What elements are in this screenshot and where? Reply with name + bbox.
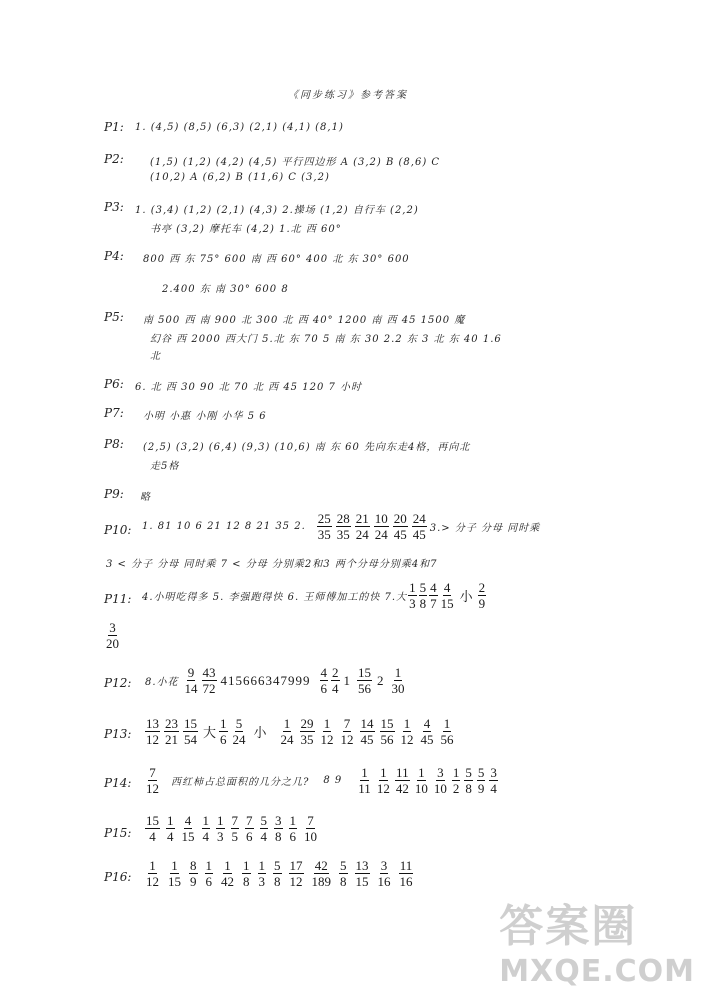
p14-question: 西红柿占总面积的几分之几? — [171, 777, 310, 788]
p13-label: P13: — [104, 727, 132, 741]
fraction-denominator: 24 — [232, 732, 246, 747]
fraction-numerator: 1 — [243, 858, 250, 873]
fraction — [374, 511, 389, 542]
fraction-denominator: 11 — [358, 781, 371, 796]
fraction-numerator: 5 — [465, 765, 472, 780]
fraction-numerator: 15 — [358, 665, 372, 680]
fraction-denominator: 12 — [376, 781, 390, 796]
fraction — [320, 716, 335, 747]
p8-answer-line1: (2,5) (3,2) (6,4) (9,3) (10,6) 南 东 60 先向东走4格，再向北 — [143, 442, 471, 453]
fraction — [440, 580, 455, 611]
fraction-denominator: 35 — [336, 527, 350, 542]
fraction — [189, 858, 198, 889]
fraction-numerator: 4 — [320, 665, 328, 680]
fraction-denominator: 12 — [146, 874, 159, 889]
fraction-numerator: 29 — [300, 716, 314, 731]
fraction-denominator: 12 — [146, 781, 159, 796]
fraction — [331, 665, 340, 696]
fraction-numerator: 1 — [323, 716, 331, 731]
fraction — [245, 813, 254, 844]
fraction — [289, 813, 298, 844]
p13-fractions-a — [144, 716, 201, 747]
fraction-numerator: 1 — [452, 765, 460, 780]
p2-answer-line2: (10,2) A (6,2) B (11,6) C (3,2) — [150, 172, 330, 183]
fraction-numerator: 5 — [340, 858, 347, 873]
fraction — [202, 813, 211, 844]
fraction — [391, 665, 406, 696]
fraction-denominator: 24 — [355, 527, 369, 542]
p10-fractions — [316, 511, 430, 542]
fraction — [242, 858, 251, 889]
p10-answer-line2: 3 < 分子 分母 同时乘 7 < 分母 分别乘2和3 两个分母分别乘4和7 — [106, 559, 438, 570]
fraction-denominator: 4 — [260, 829, 267, 844]
fraction-numerator: 1 — [220, 716, 227, 731]
fraction-denominator: 15 — [355, 874, 369, 889]
fraction — [433, 765, 448, 796]
p16-fractions — [144, 858, 420, 889]
fraction-numerator: 24 — [412, 511, 426, 526]
p11-pre-text: 4.小明吃得多 5. 李强跑得快 6. 王师傅加工的快 7.大 — [142, 592, 408, 603]
fraction-denominator: 3 — [258, 874, 265, 889]
fraction — [145, 858, 160, 889]
fraction — [355, 511, 370, 542]
p14-numbers: 8 9 — [323, 775, 343, 786]
fraction — [202, 665, 217, 696]
fraction — [340, 716, 355, 747]
fraction — [412, 511, 427, 542]
fraction-denominator: 4 — [490, 781, 497, 796]
fraction-denominator: 8 — [243, 874, 250, 889]
fraction-denominator: 12 — [340, 732, 354, 747]
p12-fractions-a — [183, 665, 219, 696]
fraction-denominator: 24 — [374, 527, 388, 542]
fraction — [145, 813, 160, 844]
fraction — [440, 716, 455, 747]
fraction-denominator: 35 — [317, 527, 331, 542]
fraction-denominator: 14 — [184, 681, 198, 696]
fraction — [274, 813, 283, 844]
p7-label: P7: — [104, 406, 124, 420]
p11-less-word: 小 — [459, 589, 473, 604]
fraction-numerator: 42 — [314, 858, 328, 873]
fraction-denominator: 15 — [168, 874, 181, 889]
page-title: 《同步练习》参考答案 — [288, 90, 408, 101]
p14-fraction-a — [144, 765, 161, 796]
fraction-numerator: 2 — [332, 665, 339, 680]
p9-label: P9: — [104, 487, 124, 501]
fraction — [339, 858, 348, 889]
p2-answer-line1: (1,5) (1,2) (4,2) (4,5) 平行四边形 A (3,2) B (8,6) C — [150, 157, 441, 168]
fraction-numerator: 3 — [109, 620, 116, 635]
fraction-numerator: 1 — [224, 858, 231, 873]
fraction-numerator: 1 — [217, 813, 224, 828]
p8-label: P8: — [104, 437, 124, 451]
fraction-denominator: 5 — [231, 829, 238, 844]
fraction-numerator: 1 — [380, 765, 387, 780]
fraction-numerator: 1 — [409, 580, 416, 595]
p10-row — [142, 511, 540, 542]
fraction — [429, 580, 438, 611]
p4-answer-line1: 800 西 东 75° 600 南 西 60° 400 北 东 30° 600 — [143, 254, 410, 265]
p12-digits: 415666347999 — [220, 672, 311, 688]
p12-two: 2 — [377, 672, 384, 688]
p3-answer-line2: 书亭 (3,2) 摩托车 (4,2) 1.北 西 60° — [150, 224, 342, 235]
p9-answer: 略 — [140, 492, 151, 503]
fraction-denominator: 6 — [320, 681, 328, 696]
fraction-denominator: 6 — [220, 732, 227, 747]
fraction-denominator: 35 — [300, 732, 314, 747]
p11-fraction-after — [477, 580, 488, 611]
fraction-denominator: 45 — [393, 527, 407, 542]
fraction — [145, 765, 160, 796]
fraction — [231, 813, 240, 844]
p5-answer-line1: 南 500 西 南 900 北 300 北 西 40° 1200 南 西 45 1500 魔 — [143, 315, 466, 326]
fraction — [477, 765, 486, 796]
fraction — [184, 665, 199, 696]
fraction-denominator: 24 — [280, 732, 294, 747]
p4-answer-line2: 2.400 东 南 30° 600 8 — [162, 284, 289, 295]
fraction-denominator: 8 — [465, 781, 472, 796]
p3-label: P3: — [104, 200, 124, 214]
fraction-denominator: 56 — [380, 732, 394, 747]
fraction-numerator: 1 — [258, 858, 265, 873]
fraction-denominator: 45 — [412, 527, 426, 542]
fraction — [393, 511, 408, 542]
fraction-numerator: 1 — [289, 813, 296, 828]
fraction — [220, 858, 235, 889]
fraction-denominator: 16 — [399, 874, 413, 889]
p5-label: P5: — [104, 310, 124, 324]
fraction-denominator: 54 — [184, 732, 197, 747]
fraction — [408, 580, 417, 611]
fraction-denominator: 45 — [420, 732, 434, 747]
fraction-denominator: 4 — [332, 681, 339, 696]
p12-fraction-c — [356, 665, 373, 696]
fraction-numerator: 4 — [430, 580, 437, 595]
p16-row — [144, 858, 420, 889]
fraction-numerator: 15 — [146, 813, 159, 828]
fraction — [360, 716, 375, 747]
fraction-denominator: 42 — [221, 874, 234, 889]
watermark-logo-text: 答案圈 — [499, 901, 638, 952]
fraction — [166, 813, 175, 844]
p13-greater-word: 大 — [203, 725, 217, 740]
fraction-numerator: 15 — [380, 716, 394, 731]
p15-fractions — [144, 813, 323, 844]
p7-answer: 小明 小惠 小刚 小华 5 6 — [143, 411, 267, 422]
fraction-denominator: 45 — [360, 732, 374, 747]
p12-one: 1 — [343, 672, 351, 688]
p5-answer-line3: 北 — [150, 351, 161, 362]
p15-label: P15: — [104, 826, 132, 840]
fraction-numerator: 1 — [202, 813, 209, 828]
fraction-numerator: 4 — [184, 813, 192, 828]
p8-answer-line2: 走5格 — [150, 461, 180, 472]
fraction-numerator: 9 — [187, 665, 195, 680]
fraction — [145, 716, 160, 747]
p11-fractions — [407, 580, 456, 611]
fraction-numerator: 4 — [443, 580, 451, 595]
fraction-numerator: 7 — [307, 813, 314, 828]
p13-row — [144, 716, 459, 747]
fraction-numerator: 3 — [437, 765, 444, 780]
p11-fraction-line2 — [104, 620, 121, 651]
fraction-numerator: 10 — [374, 511, 388, 526]
fraction-numerator: 14 — [360, 716, 374, 731]
fraction-denominator: 2 — [452, 781, 460, 796]
fraction — [377, 858, 392, 889]
fraction-denominator: 12 — [289, 874, 303, 889]
fraction-denominator: 72 — [202, 681, 216, 696]
fraction-denominator: 10 — [304, 829, 317, 844]
fraction — [289, 858, 304, 889]
fraction-numerator: 2 — [478, 580, 486, 595]
fraction — [303, 813, 318, 844]
fraction-numerator: 17 — [289, 858, 303, 873]
fraction-denominator: 6 — [205, 874, 212, 889]
p12-label: P12: — [104, 676, 132, 690]
p16-label: P16: — [104, 870, 132, 884]
fraction-numerator: 13 — [355, 858, 369, 873]
p11-row — [142, 580, 487, 611]
fraction-numerator: 13 — [146, 716, 159, 731]
fraction-numerator: 1 — [361, 765, 368, 780]
fraction — [183, 716, 198, 747]
fraction-denominator: 8 — [274, 874, 281, 889]
fraction-numerator: 4 — [423, 716, 431, 731]
fraction-numerator: 1 — [167, 813, 174, 828]
fraction-numerator: 1 — [149, 858, 156, 873]
fraction-denominator: 8 — [275, 829, 282, 844]
fraction — [181, 813, 196, 844]
fraction-numerator: 5 — [235, 716, 243, 731]
p13-fractions-b — [218, 716, 250, 747]
fraction — [273, 858, 282, 889]
p12-fraction-d — [390, 665, 407, 696]
fraction-numerator: 5 — [477, 765, 485, 780]
fraction — [219, 716, 228, 747]
fraction-denominator: 56 — [358, 681, 372, 696]
fraction-denominator: 8 — [340, 874, 347, 889]
fraction-numerator: 43 — [202, 665, 216, 680]
fraction-denominator: 4 — [202, 829, 209, 844]
fraction-numerator: 5 — [274, 858, 281, 873]
fraction — [311, 858, 333, 889]
fraction-numerator: 7 — [246, 813, 253, 828]
fraction-numerator: 8 — [190, 858, 197, 873]
fraction-denominator: 9 — [190, 874, 197, 889]
fraction — [258, 858, 267, 889]
p12-pre-text: 8.小花 — [145, 677, 179, 688]
fraction-numerator: 7 — [149, 765, 156, 780]
p12-row — [145, 665, 407, 696]
fraction — [452, 765, 461, 796]
fraction-numerator: 11 — [399, 858, 413, 873]
p13-less-word: 小 — [253, 725, 267, 740]
fraction — [464, 765, 473, 796]
fraction-numerator: 21 — [355, 511, 369, 526]
fraction-numerator: 7 — [343, 716, 351, 731]
fraction — [320, 665, 329, 696]
p6-answer: 6. 北 西 30 90 北 70 北 西 45 120 7 小时 — [135, 382, 363, 393]
fraction-numerator: 1 — [394, 665, 402, 680]
fraction — [300, 716, 315, 747]
p11-label: P11: — [104, 592, 132, 606]
fraction — [400, 716, 415, 747]
fraction-denominator: 8 — [419, 596, 427, 611]
fraction — [399, 858, 414, 889]
fraction — [376, 765, 391, 796]
fraction — [395, 765, 410, 796]
fraction — [205, 858, 214, 889]
fraction-denominator: 6 — [289, 829, 296, 844]
fraction — [355, 858, 370, 889]
fraction-numerator: 1 — [443, 716, 451, 731]
fraction — [414, 765, 429, 796]
fraction-numerator: 23 — [165, 716, 178, 731]
fraction — [478, 580, 487, 611]
p11-row2 — [104, 620, 121, 651]
fraction — [420, 716, 435, 747]
fraction-denominator: 3 — [217, 829, 224, 844]
fraction-denominator: 9 — [478, 596, 486, 611]
fraction-denominator: 4 — [167, 829, 174, 844]
p1-answer: 1. (4,5) (8,5) (6,3) (2,1) (4,1) (8,1) — [135, 122, 344, 133]
p3-answer-line1: 1. (3,4) (1,2) (2,1) (4,3) 2.操场 (1,2) 自行车 (2,2) — [135, 205, 419, 216]
fraction-numerator: 25 — [317, 511, 331, 526]
fraction-denominator: 12 — [400, 732, 414, 747]
fraction-numerator: 3 — [275, 813, 282, 828]
fraction-denominator: 9 — [477, 781, 485, 796]
fraction-numerator: 28 — [336, 511, 350, 526]
fraction-numerator: 1 — [283, 716, 291, 731]
fraction — [216, 813, 225, 844]
fraction-numerator: 3 — [380, 858, 388, 873]
fraction — [232, 716, 247, 747]
fraction — [260, 813, 269, 844]
p14-row — [144, 765, 501, 796]
fraction — [105, 620, 120, 651]
p12-fractions-b — [319, 665, 342, 696]
watermark — [499, 890, 695, 989]
fraction-denominator: 30 — [391, 681, 405, 696]
fraction-numerator: 5 — [419, 580, 427, 595]
fraction-numerator: 1 — [418, 765, 425, 780]
p4-label: P4: — [104, 249, 124, 263]
fraction-numerator: 7 — [231, 813, 238, 828]
fraction — [336, 511, 351, 542]
fraction-numerator: 5 — [260, 813, 267, 828]
fraction-denominator: 12 — [146, 732, 159, 747]
fraction-denominator: 7 — [430, 596, 437, 611]
fraction-numerator: 15 — [184, 716, 197, 731]
p1-label: P1: — [104, 120, 124, 134]
fraction — [489, 765, 498, 796]
p5-answer-line2: 幻谷 西 2000 西大门 5.北 东 70 5 南 东 30 2.2 东 3 北 东 40 1.6 — [150, 334, 502, 345]
fraction-denominator: 15 — [440, 596, 454, 611]
fraction-numerator: 1 — [403, 716, 411, 731]
fraction-denominator: 10 — [433, 781, 447, 796]
p2-label: P2: — [104, 152, 124, 166]
fraction-denominator: 189 — [311, 874, 331, 889]
fraction-denominator: 15 — [181, 829, 195, 844]
fraction — [419, 580, 428, 611]
p15-row — [144, 813, 323, 844]
fraction-numerator: 11 — [396, 765, 409, 780]
fraction-denominator: 42 — [395, 781, 409, 796]
fraction-denominator: 3 — [409, 596, 416, 611]
p14-fractions — [356, 765, 501, 796]
p13-fractions-c — [279, 716, 459, 747]
fraction — [280, 716, 295, 747]
fraction — [380, 716, 395, 747]
fraction — [164, 716, 179, 747]
watermark-url: MXQE.COM — [499, 954, 695, 989]
fraction-denominator: 10 — [414, 781, 428, 796]
fraction-denominator: 21 — [165, 732, 178, 747]
fraction-numerator: 3 — [490, 765, 497, 780]
p10-pre-text: 1. 81 10 6 21 12 8 21 35 2. — [142, 521, 306, 532]
fraction-numerator: 20 — [393, 511, 407, 526]
p10-post-text: 3.> 分子 分母 同时乘 — [429, 523, 541, 534]
fraction-denominator: 20 — [106, 636, 119, 651]
fraction — [357, 665, 372, 696]
fraction — [167, 858, 182, 889]
p14-label: P14: — [104, 776, 132, 790]
fraction-denominator: 12 — [320, 732, 334, 747]
fraction-denominator: 6 — [246, 829, 253, 844]
fraction — [357, 765, 372, 796]
p6-label: P6: — [104, 377, 124, 391]
fraction-denominator: 16 — [377, 874, 391, 889]
fraction — [317, 511, 332, 542]
fraction-denominator: 56 — [440, 732, 454, 747]
p10-label: P10: — [104, 523, 132, 537]
fraction-numerator: 1 — [171, 858, 178, 873]
fraction-numerator: 1 — [205, 858, 212, 873]
fraction-denominator: 4 — [149, 829, 156, 844]
